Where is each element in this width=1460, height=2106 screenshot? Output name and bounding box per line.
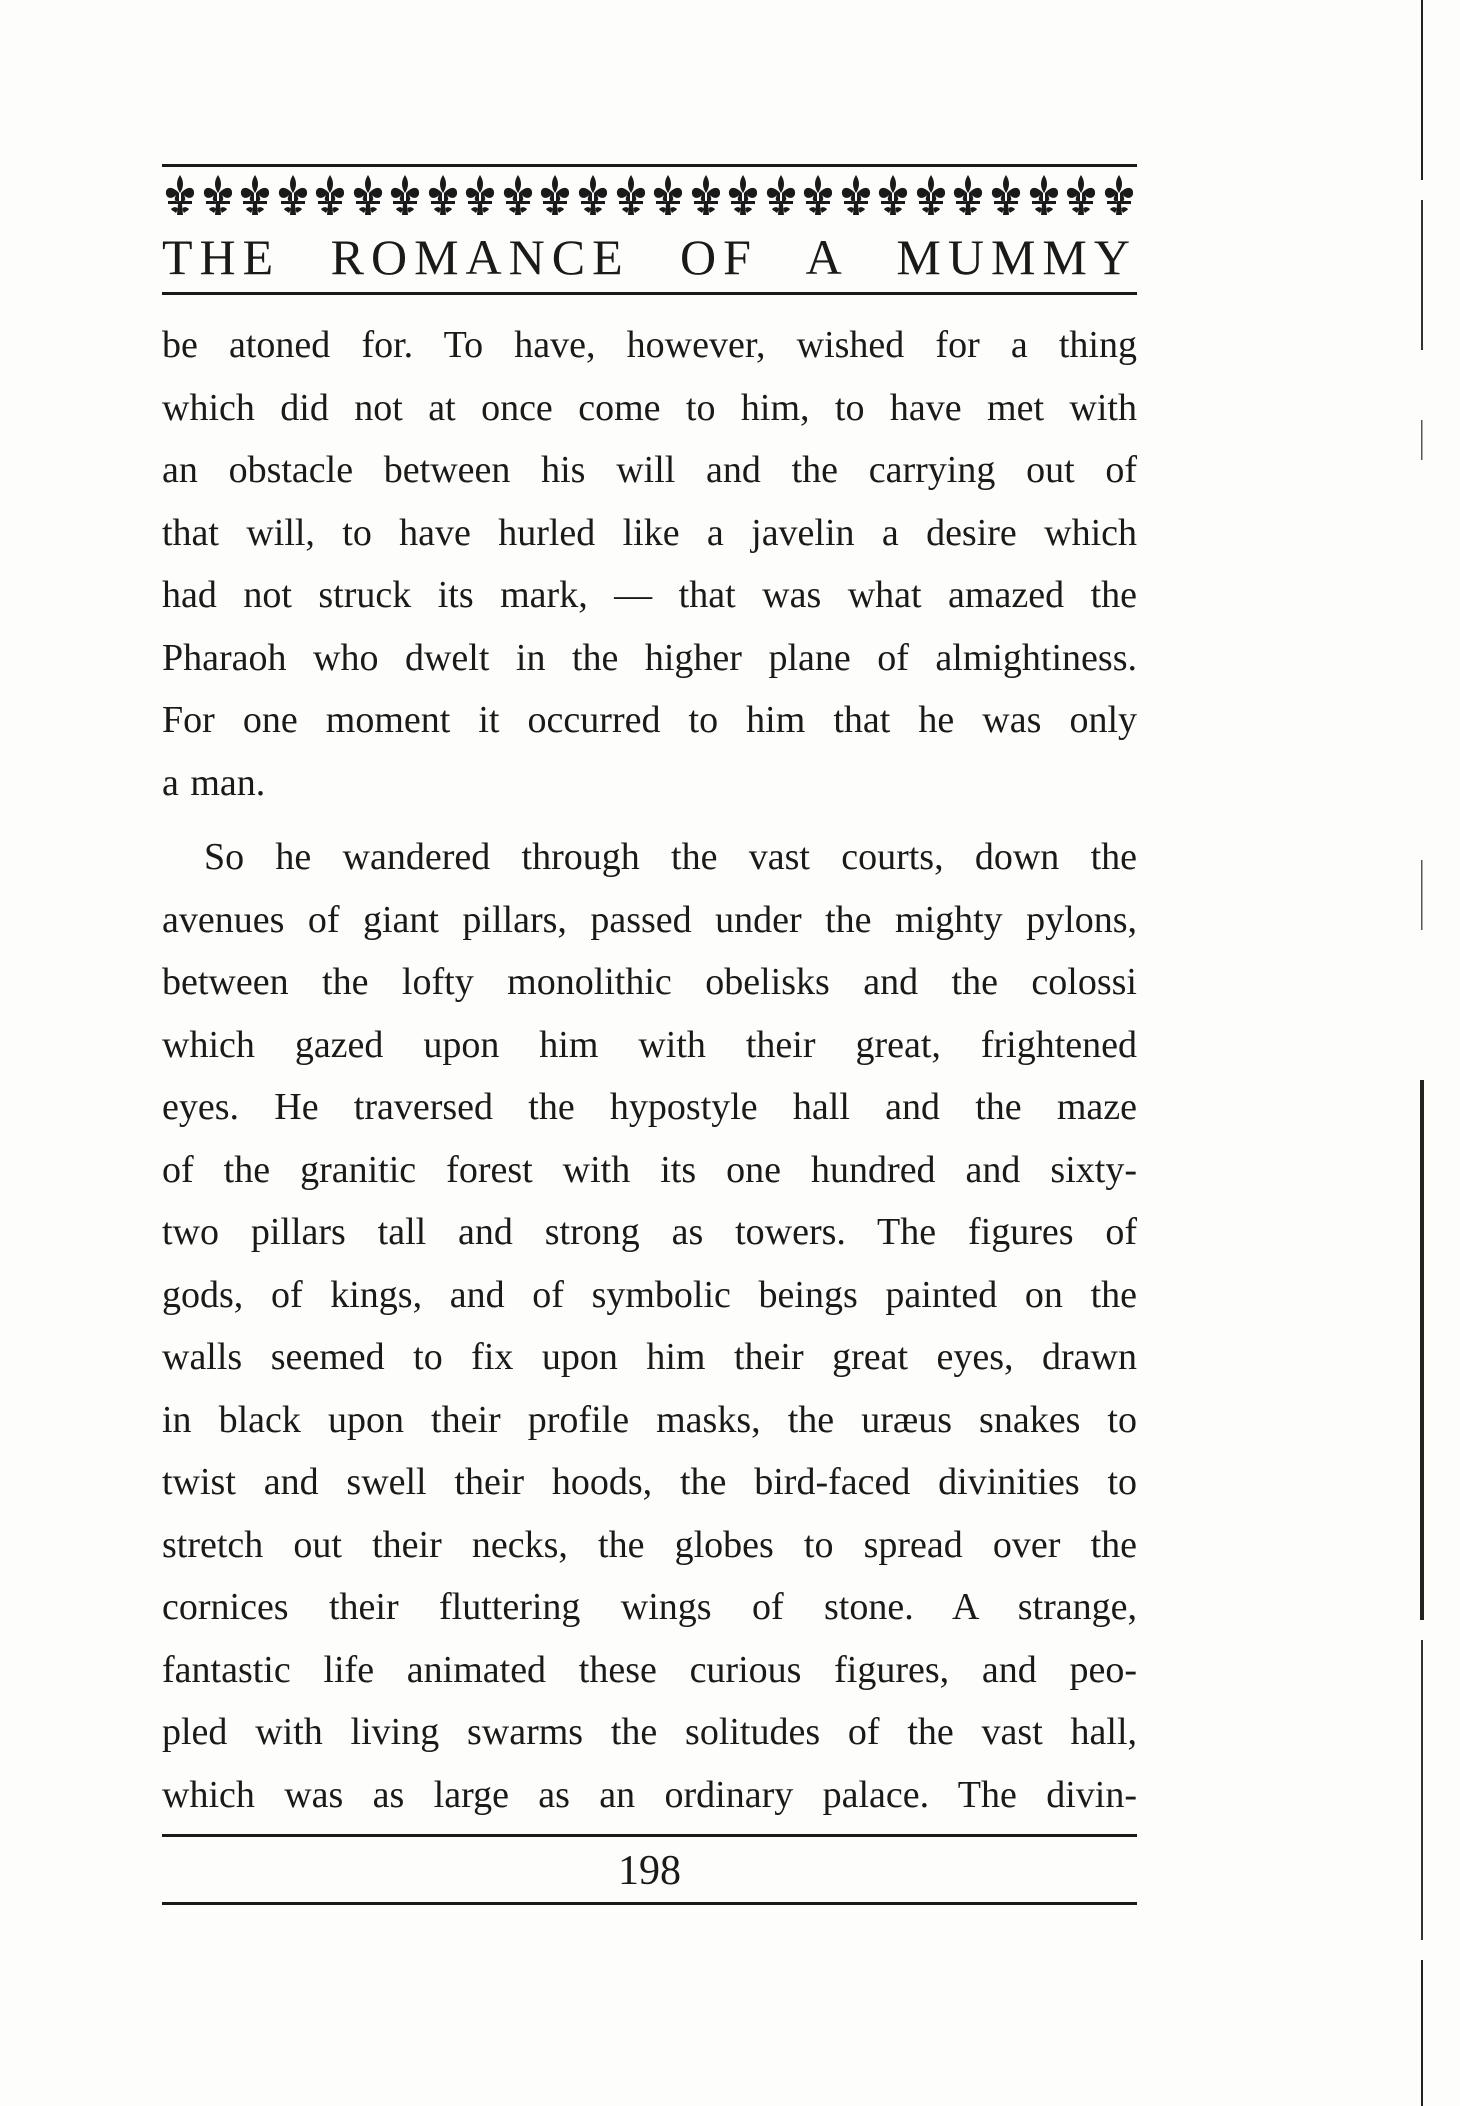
fleur-de-lis-icon <box>875 173 911 217</box>
fleur-de-lis-icon <box>650 173 686 217</box>
fleur-de-lis-icon <box>162 173 198 217</box>
header-top-rule <box>162 164 1137 167</box>
text-line: a man. <box>162 761 266 804</box>
fleur-de-lis-icon <box>1026 173 1062 217</box>
running-title: THE ROMANCE OF A MUMMY <box>162 229 1137 285</box>
fleur-de-lis-icon <box>462 173 498 217</box>
text-line: fantastic life animated these curious figures, and peo- <box>162 1648 1137 1691</box>
text-line: which was as large as an ordinary palace. The divin- <box>162 1773 1137 1816</box>
text-line: between the lofty monolithic obelisks and the colossi <box>162 961 1137 1003</box>
ornament-band <box>162 170 1137 220</box>
fleur-de-lis-icon <box>725 173 761 217</box>
fleur-de-lis-icon <box>237 173 273 217</box>
text-line: Pharaoh who dwelt in the higher plane of almightiness. <box>162 636 1137 679</box>
fleur-de-lis-icon <box>688 173 724 217</box>
page-number: 198 <box>618 1848 681 1894</box>
header-bottom-rule <box>162 292 1137 295</box>
fleur-de-lis-icon <box>575 173 611 217</box>
fleur-de-lis-icon <box>425 173 461 217</box>
text-line: had not struck its mark, — that was what amazed the <box>162 574 1137 616</box>
footer-bottom-rule <box>162 1902 1137 1905</box>
text-line: an obstacle between his will and the carrying out of <box>162 449 1137 491</box>
fleur-de-lis-icon <box>312 173 348 217</box>
text-line: gods, of kings, and of symbolic beings painted on the <box>162 1273 1137 1316</box>
text-line: two pillars tall and strong as towers. The figures of <box>162 1211 1137 1253</box>
fleur-de-lis-icon <box>500 173 536 217</box>
text-line: For one moment it occurred to him that he was only <box>162 699 1137 741</box>
fleur-de-lis-icon <box>537 173 573 217</box>
fleur-de-lis-icon <box>800 173 836 217</box>
text-line: So he wandered through the vast courts, down the <box>204 836 1137 878</box>
text-line: twist and swell their hoods, the bird-faced divinities to <box>162 1461 1137 1503</box>
text-line: that will, to have hurled like a javelin a desire which <box>162 511 1137 554</box>
paragraph-1 <box>162 314 1137 814</box>
fleur-de-lis-icon <box>350 173 386 217</box>
footer-top-rule <box>162 1834 1137 1837</box>
text-line: which gazed upon him with their great, frightened <box>162 1023 1137 1066</box>
text-line: walls seemed to fix upon him their great eyes, drawn <box>162 1336 1137 1378</box>
text-line: in black upon their profile masks, the uræus snakes to <box>162 1398 1137 1441</box>
fleur-de-lis-icon <box>988 173 1024 217</box>
paragraph-2 <box>162 826 1137 1826</box>
text-line: be atoned for. To have, however, wished for a thing <box>162 324 1137 366</box>
body-text <box>162 314 1137 1826</box>
paragraph-gap <box>162 814 1137 826</box>
fleur-de-lis-icon <box>387 173 423 217</box>
fleur-de-lis-icon <box>763 173 799 217</box>
fleur-de-lis-icon <box>950 173 986 217</box>
fleur-de-lis-icon <box>275 173 311 217</box>
fleur-de-lis-icon <box>1063 173 1099 217</box>
text-line: eyes. He traversed the hypostyle hall and the maze <box>162 1086 1137 1128</box>
fleur-de-lis-icon <box>200 173 236 217</box>
text-line: pled with living swarms the solitudes of the vast hall, <box>162 1711 1137 1753</box>
text-line: which did not at once come to him, to have met with <box>162 386 1137 429</box>
text-line: of the granitic forest with its one hundred and sixty- <box>162 1148 1137 1191</box>
fleur-de-lis-icon <box>1101 173 1137 217</box>
binding-edge <box>1418 0 1426 2106</box>
text-line: cornices their fluttering wings of stone. A strange, <box>162 1586 1137 1628</box>
text-line: avenues of giant pillars, passed under the mighty pylons, <box>162 898 1137 941</box>
fleur-de-lis-icon <box>913 173 949 217</box>
text-line: stretch out their necks, the globes to spread over the <box>162 1523 1137 1566</box>
fleur-de-lis-icon <box>838 173 874 217</box>
fleur-de-lis-icon <box>613 173 649 217</box>
